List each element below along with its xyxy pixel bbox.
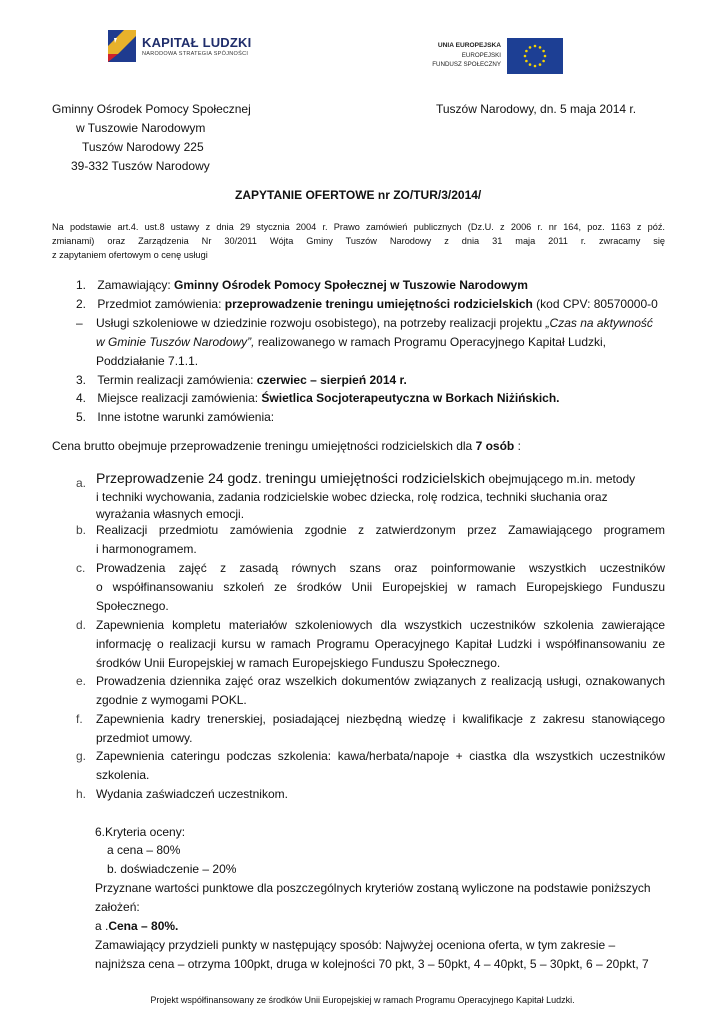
- condition-h-letter: h.: [76, 787, 87, 801]
- item-value: przeprowadzenie treningu umiejętności rodzicielskich: [224, 297, 533, 311]
- sender-line-1: Gminny Ośrodek Pomocy Społecznej: [52, 102, 251, 116]
- item-2-text-2: realizowanego w ramach Programu Operacyjnego Kapitał Ludzki,: [254, 335, 606, 349]
- project-name-part-1: „Czas na aktywność: [545, 316, 653, 330]
- condition-b-letter: b.: [76, 523, 87, 537]
- condition-c-line-2: o współfinansowaniu szkoleń ze środków Unii Europejskiej w ramach Europejskiego Funduszu: [96, 580, 665, 594]
- intro-line-1: Na podstawie art.4. ust.8 ustawy z dnia 29 stycznia 2004 r. Prawo zamówień publicznych (Dz.U. z 2006 r. nr 164, poz. 1163 z póź.: [52, 222, 665, 232]
- condition-g-line-1: Zapewnienia cateringu podczas szkolenia: kawa/herbata/napoje + ciastka dla wszystkich uczestników: [96, 749, 665, 763]
- condition-c-letter: c.: [76, 561, 86, 575]
- condition-c-line-1: Prowadzenia zajęć z zasadą równych szans oraz poinformowanie wszystkich uczestników: [96, 561, 665, 575]
- item-1: [76, 276, 528, 295]
- item-cpv: (kod CPV: 80570000-0 –: [76, 297, 658, 330]
- condition-d-line-3: środków Unii Europejskiej w ramach Europejskiego Funduszu Społecznego.: [96, 656, 501, 670]
- criteria-price-heading: [95, 917, 178, 936]
- sender-line-3: Tuszów Narodowy 225: [82, 140, 204, 154]
- condition-b-line-2: i harmonogramem.: [96, 542, 197, 556]
- condition-h-line-1: Wydania zaświadczeń uczestnikom.: [96, 787, 288, 801]
- condition-a-letter: a.: [76, 476, 87, 490]
- item-value: czerwiec – sierpień 2014 r.: [256, 373, 407, 387]
- condition-c-line-3: Społecznego.: [96, 599, 169, 613]
- condition-e-line-2: zgodnie z wymogami POKL.: [96, 693, 247, 707]
- item-number: 1.: [76, 278, 87, 292]
- sender-line-4: 39-332 Tuszów Narodowy: [71, 159, 210, 173]
- condition-a-line-2: i techniki wychowania, zadania rodzicielskie wobec dziecka, rolę rodzica, techniki słuchania oraz: [96, 490, 608, 504]
- condition-a-line-1: [96, 470, 635, 489]
- condition-f-letter: f.: [76, 712, 83, 726]
- criteria-points-line-2: najniższa cena – otrzyma 100pkt, druga w kolejności 70 pkt, 3 – 50pkt, 4 – 40pkt, 5 – 30pkt, 6 – 20pkt, 7: [95, 957, 649, 971]
- price-line: [52, 437, 521, 456]
- item-number: 4.: [76, 391, 87, 405]
- item-label: Termin realizacji zamówienia:: [97, 373, 257, 387]
- kapital-ludzki-emblem-icon: [104, 26, 140, 66]
- condition-g-letter: g.: [76, 749, 87, 763]
- ue-line-1: UNIA EUROPEJSKA: [437, 42, 501, 49]
- criteria-desc-line-2: założeń:: [95, 900, 140, 914]
- item-4: [76, 389, 560, 408]
- criteria-heading: 6.Kryteria oceny:: [95, 825, 186, 839]
- item-2-line-3: [96, 333, 606, 352]
- price-text: Cena brutto obejmuje przeprowadzenie treningu umiejętności rodzicielskich dla: [52, 439, 476, 453]
- criteria-desc-line-1: Przyznane wartości punktowe dla poszczególnych kryteriów zostaną wyliczone na podstawie poniższych: [95, 881, 651, 895]
- item-2-line-4: Poddziałanie 7.1.1.: [96, 354, 199, 368]
- ue-line-2: EUROPEJSKI: [461, 52, 501, 59]
- eu-flag-icon: [507, 38, 563, 74]
- condition-d-letter: d.: [76, 618, 87, 632]
- condition-e-line-1: Prowadzenia dziennika zajęć oraz wszelkich dokumentów związanych z realizacją usługi, oznakowanych: [96, 674, 665, 688]
- price-colon: :: [514, 439, 521, 453]
- item-3: [76, 371, 407, 390]
- condition-f-line-1: Zapewnienia kadry trenerskiej, posiadającej niezbędną wiedzę i kwalifikacje z zakresu stanowiącego: [96, 712, 665, 726]
- condition-f-line-2: przedmiot umowy.: [96, 731, 193, 745]
- item-label: Inne istotne warunki zamówienia:: [97, 410, 275, 424]
- participants-count: 7 osób: [475, 439, 515, 453]
- item-number: 2.: [76, 297, 87, 311]
- item-value: Gminny Ośrodek Pomocy Społecznej w Tuszowie Narodowym: [174, 278, 528, 292]
- condition-a-heading: Przeprowadzenie 24 godz. treningu umiejętności rodzicielskich: [96, 470, 486, 486]
- item-number: 3.: [76, 373, 87, 387]
- item-2-text: Usługi szkoleniowe w dziedzinie rozwoju osobistego), na potrzeby realizacji projektu: [96, 316, 546, 330]
- item-label: Miejsce realizacji zamówienia:: [97, 391, 262, 405]
- condition-g-line-2: szkolenia.: [96, 768, 150, 782]
- condition-b-line-1: Realizacji przedmiotu zamówienia zgodnie z zatwierdzonym przez Zamawiającego programem: [96, 523, 665, 537]
- sender-line-2: w Tuszowie Narodowym: [76, 121, 206, 135]
- item-label: Zamawiający:: [97, 278, 175, 292]
- intro-line-3: z zapytaniem ofertowym o cenę usługi: [52, 250, 208, 260]
- item-2-line-2: [96, 314, 653, 333]
- condition-e-letter: e.: [76, 674, 87, 688]
- criteria-points-line-1: Zamawiający przydzieli punkty w następujący sposób: Najwyżej oceniona oferta, w tym zakresie –: [95, 938, 616, 952]
- ue-line-3: FUNDUSZ SPOŁECZNY: [432, 61, 501, 68]
- criteria-price-label: Cena – 80%.: [108, 919, 179, 933]
- item-value: Świetlica Socjoterapeutyczna w Borkach Niżińskich.: [261, 391, 560, 405]
- intro-line-2: zmianami) oraz Zarządzenia Nr 30/2011 Wójta Gminy Tuszów Narodowy z dnia 31 maja 2011 r. zwracamy się: [52, 236, 665, 246]
- condition-d-line-2: informację o realizacji kursu w ramach Programu Operacyjnego Kapitał Ludzki i współfinansowaniu ze: [96, 637, 665, 651]
- condition-a-rest: obejmującego m.in. metody: [485, 472, 636, 486]
- condition-a-line-3: wyrażania własnych emocji.: [96, 507, 245, 521]
- project-name-part-2: w Gminie Tuszów Narodowy”,: [96, 335, 255, 349]
- kapital-ludzki-name: KAPITAŁ LUDZKI: [142, 35, 252, 50]
- item-number: 5.: [76, 410, 87, 424]
- kapital-ludzki-tagline: NARODOWA STRATEGIA SPÓJNOŚCI: [142, 51, 249, 57]
- condition-d-line-1: Zapewnienia kompletu materiałów szkoleniowych dla wszystkich uczestników szkolenia zawierające: [96, 618, 665, 632]
- criterion-price: a cena – 80%: [107, 843, 181, 857]
- criteria-price-prefix: a .: [95, 919, 109, 933]
- document-title: ZAPYTANIE OFERTOWE nr ZO/TUR/3/2014/: [235, 188, 482, 202]
- criterion-experience: b. doświadczenie – 20%: [107, 862, 237, 876]
- place-date: Tuszów Narodowy, dn. 5 maja 2014 r.: [436, 102, 637, 116]
- item-label: Przedmiot zamówienia:: [97, 297, 225, 311]
- page-footer: Projekt współfinansowany ze środków Unii Europejskiej w ramach Programu Operacyjnego Kapitał Ludzki.: [150, 995, 575, 1005]
- item-5: [76, 408, 274, 427]
